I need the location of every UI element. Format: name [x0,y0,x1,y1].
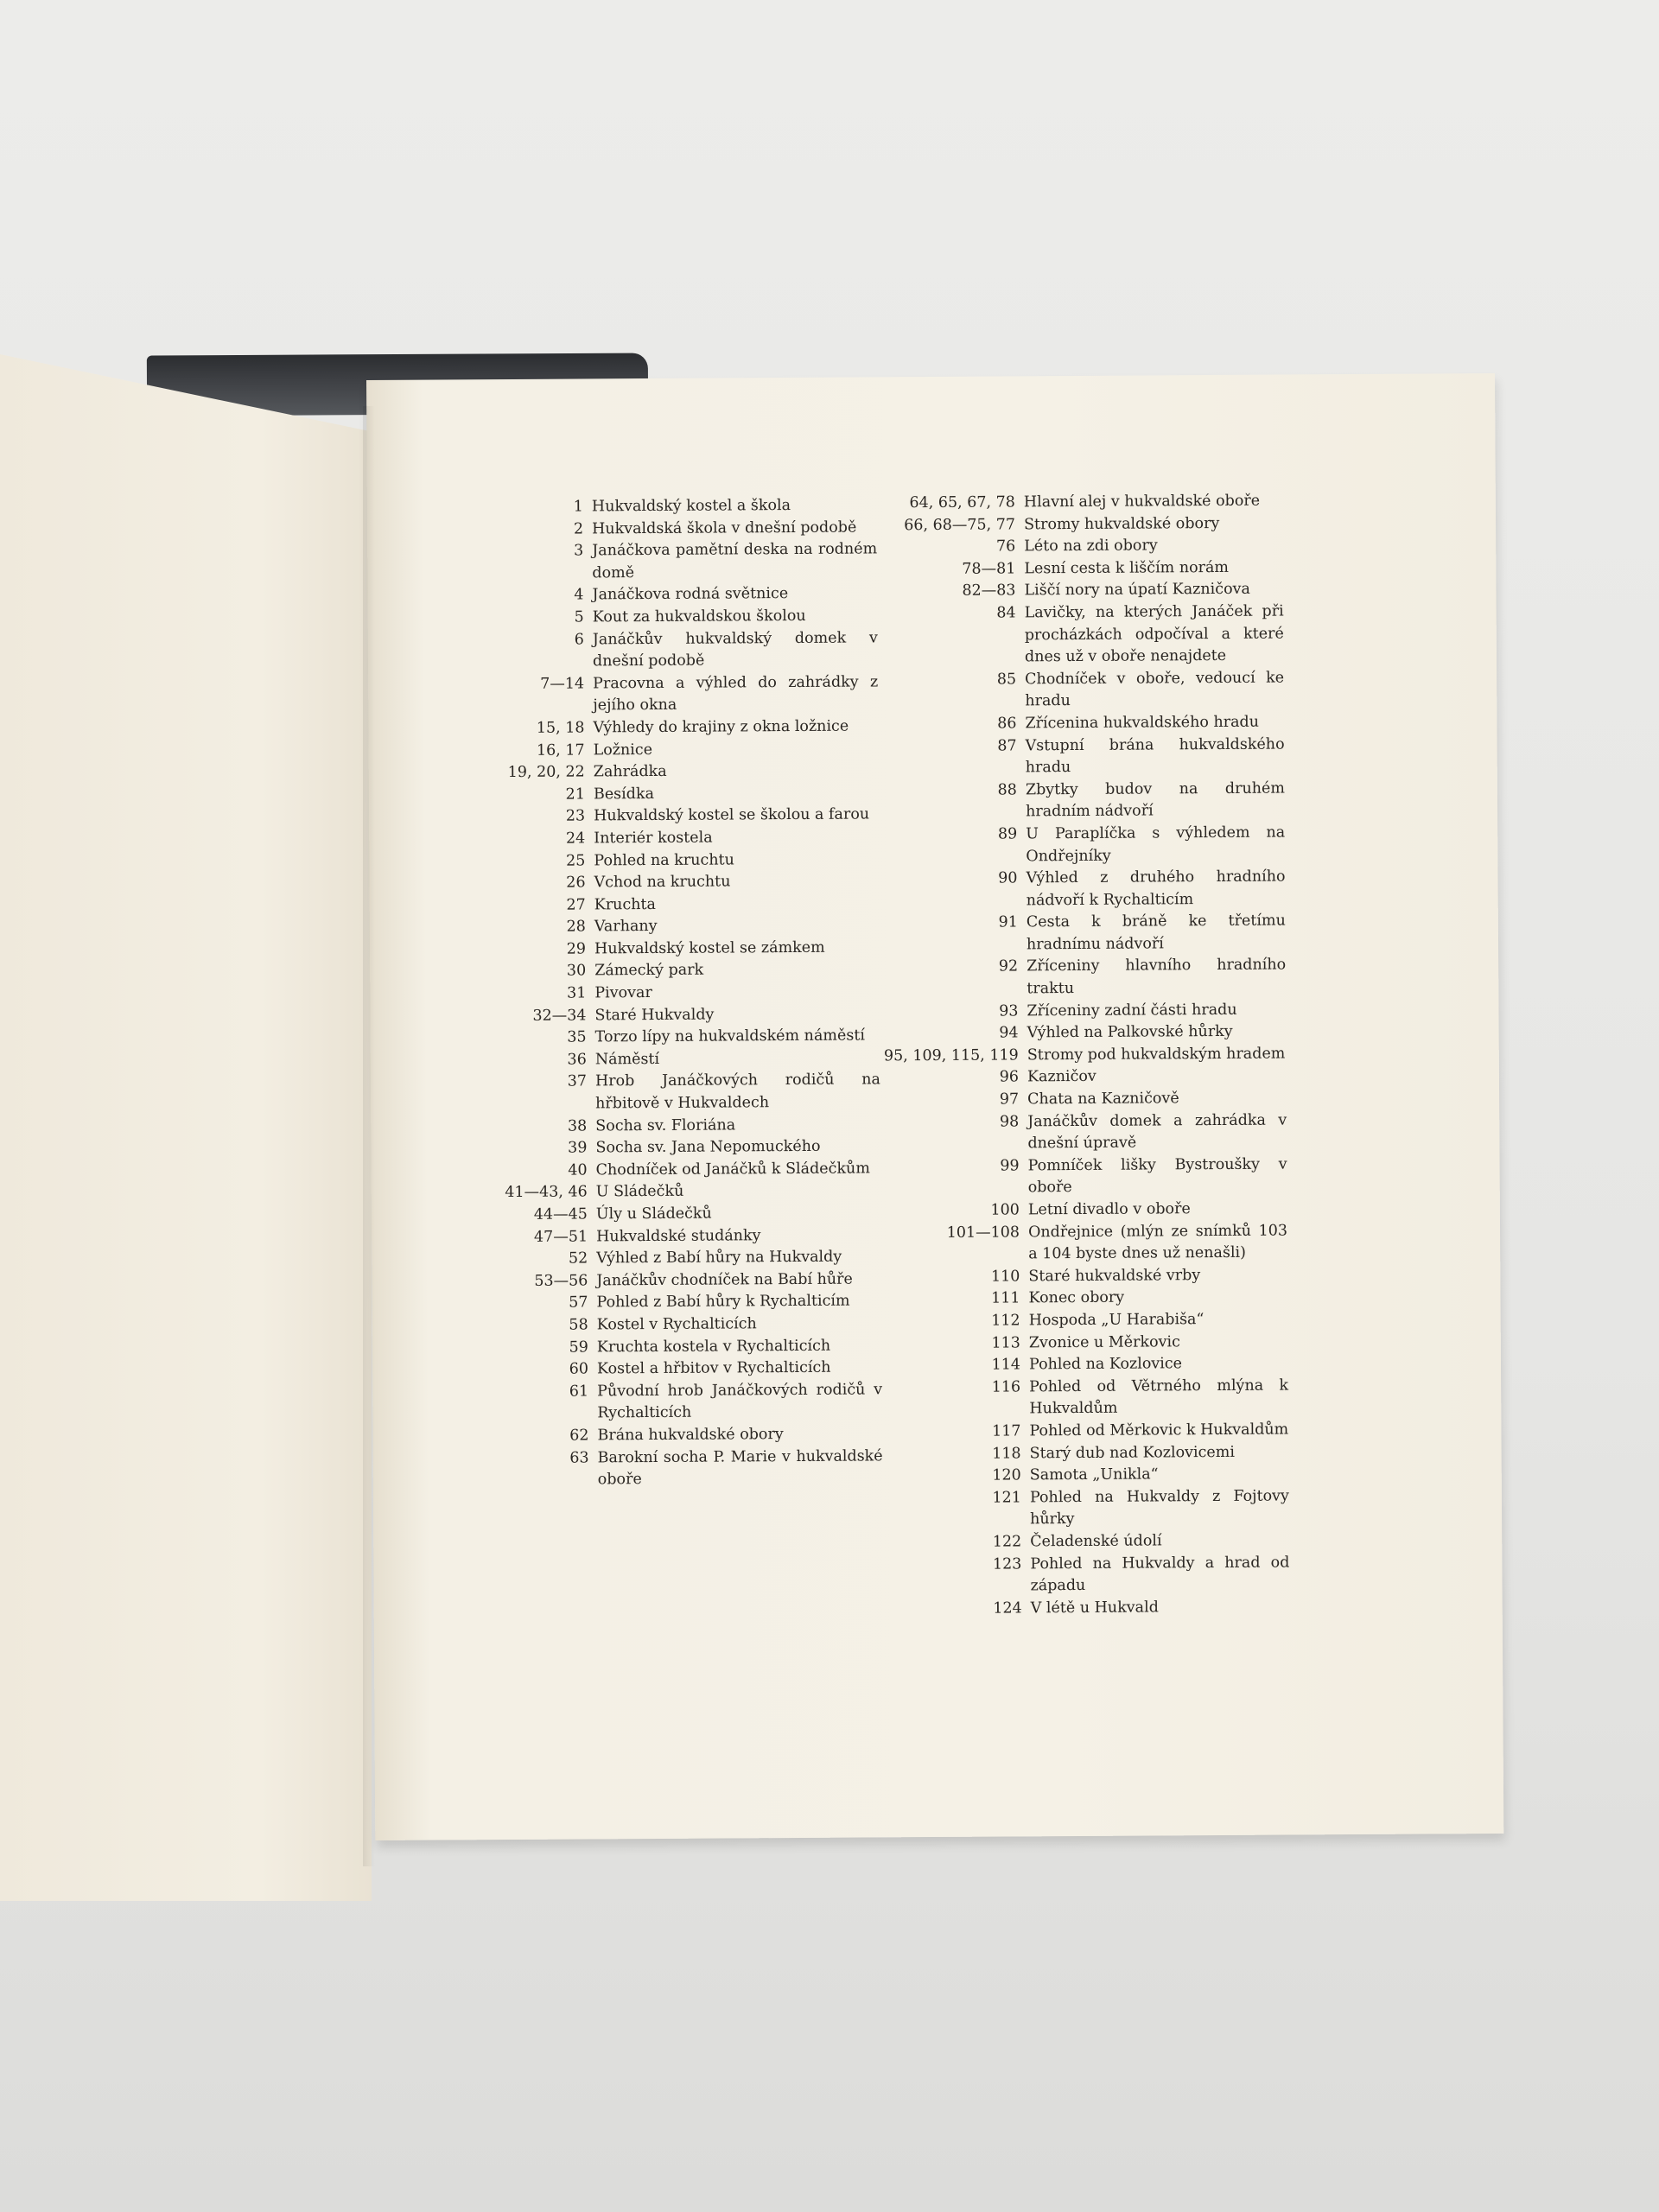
item-number: 116 [991,1378,1021,1396]
list-item [480,494,877,518]
item-caption: Čeladenské údolí [1030,1532,1162,1551]
item-number: 123 [992,1554,1022,1573]
item-caption: Konec obory [1028,1289,1125,1307]
list-item [481,804,879,829]
item-number: 2 [573,520,584,538]
list-item [482,915,880,939]
list-item [485,1335,882,1359]
item-caption: Původní hrob Janáčkových rodičů v Rychalticích [597,1381,883,1422]
item-caption: Kostel v Rychalticích [596,1315,757,1334]
list-item [484,1247,881,1271]
item-caption: Cesta k bráně ke třetímu hradnímu nádvoří [1026,912,1286,954]
item-number: 6 [574,631,584,649]
list-item [484,1202,881,1226]
list-item [482,981,880,1005]
list-item [480,715,878,740]
item-number: 64, 65, 67, 78 [909,493,1015,512]
list-item [873,1220,1287,1267]
item-caption: Chodníček v oboře, vedoucí ke hradu [1025,669,1285,710]
list-item [483,1026,880,1050]
list-item [870,867,1285,913]
item-number: 101—108 [946,1223,1020,1242]
list-item [874,1441,1289,1466]
item-caption: Letní divadlo v oboře [1027,1200,1191,1219]
list-item [481,738,879,762]
list-item [868,512,1283,537]
item-number: 96 [999,1068,1020,1086]
item-caption: Zříceniny zadní části hradu [1027,1001,1237,1020]
list-item [483,1047,880,1071]
item-number: 88 [997,781,1017,799]
list-item [868,491,1283,516]
list-item [480,517,877,541]
item-caption: Ondřejnice (mlýn ze snímků 103 a 104 byste dnes už nenašli) [1027,1222,1288,1263]
item-number: 19, 20, 22 [507,763,585,782]
item-number: 4 [574,586,584,604]
item-caption: Pracovna a výhled do zahrádky z jejího okna [593,673,879,715]
item-number: 117 [991,1422,1021,1440]
item-caption: Vchod na kruchtu [594,873,731,892]
list-item [872,1088,1287,1113]
list-item [875,1596,1290,1621]
list-item [873,1198,1287,1224]
list-item [485,1379,882,1426]
item-caption: U Paraplíčka s výhledem na Ondřejníky [1026,823,1286,865]
list-item [482,937,880,961]
item-number: 5 [574,608,584,626]
item-caption: Hukvaldské studánky [595,1226,761,1245]
item-number: 124 [993,1599,1022,1618]
item-caption: Výhled z druhého hradního nádvoří k Rychalticím [1026,868,1286,910]
item-number: 91 [998,913,1018,931]
list-item [874,1464,1289,1489]
item-caption: Výhledy do krajiny z okna ložnice [593,717,849,737]
item-number: 76 [995,537,1016,556]
list-item [872,1154,1287,1200]
item-caption: Pivovar [594,984,652,1002]
list-item [868,579,1283,604]
list-item [481,826,879,850]
list-item [481,849,879,873]
list-item [874,1552,1289,1599]
item-caption: V létě u Hukvald [1030,1599,1159,1618]
list-item [484,1158,881,1182]
list-item [481,760,879,785]
list-item [480,605,878,629]
item-number: 25 [566,851,586,870]
list-item [868,535,1283,560]
item-number: 58 [569,1316,588,1334]
item-number: 86 [997,715,1017,733]
item-number: 44—45 [533,1205,588,1224]
item-caption: Samota „Unikla“ [1029,1465,1159,1484]
item-caption: Hukvaldský kostel a škola [591,497,791,516]
list-item [480,583,877,607]
item-number: 63 [569,1448,589,1467]
item-number: 100 [990,1201,1020,1219]
item-number: 95, 109, 115, 119 [883,1046,1019,1065]
item-caption: Pohled na Hukvaldy a hrad od západu [1030,1553,1290,1595]
item-caption: Socha sv. Jana Nepomuckého [595,1138,821,1157]
list-item [874,1331,1288,1356]
item-number: 26 [566,874,586,892]
list-item [874,1375,1288,1421]
item-number: 99 [1000,1157,1020,1175]
item-caption: Socha sv. Floriána [595,1116,736,1135]
item-caption: Náměstí [594,1050,660,1069]
item-caption: Kruchta [594,895,657,914]
item-caption: Hukvaldská škola v dnešní podobě [591,518,857,538]
list-left-column [480,494,883,1492]
item-number: 78—81 [962,560,1016,578]
item-caption: Janáčkův domek a zahrádka v dnešní úpravě [1027,1111,1287,1153]
item-number: 60 [569,1360,589,1378]
item-caption: Kout za hukvaldskou školou [592,607,806,626]
item-caption: Zvonice u Měrkovic [1028,1332,1180,1351]
item-number: 98 [999,1113,1020,1131]
item-number: 3 [574,542,584,560]
item-number: 52 [568,1249,588,1268]
item-number: 16, 17 [536,741,585,760]
list-item [869,601,1284,670]
list-item [480,671,878,718]
list-item [873,1287,1287,1312]
item-caption: Zahrádka [593,763,667,781]
item-number: 84 [996,604,1016,622]
item-caption: Pohled od Větrného mlýna k Hukvaldům [1029,1376,1289,1418]
item-number: 122 [992,1533,1022,1551]
item-number: 28 [566,918,586,936]
item-caption: Hrob Janáčkových rodičů na hřbitově v Hukvaldech [594,1071,881,1113]
right-page [366,373,1503,1840]
item-caption: Pohled na Kozlovice [1028,1355,1183,1374]
item-caption: Lavičky, na kterých Janáček při procházkách odpočíval a které dnes už v oboře nenajdete [1024,602,1284,666]
item-caption: Janáčkova pamětní deska na rodném domě [592,540,878,582]
item-number: 53—56 [534,1272,588,1290]
list-right-column [868,491,1290,1621]
item-number: 7—14 [540,675,585,693]
list-item [872,1065,1287,1090]
list-item [482,959,880,983]
item-caption: Janáčkův hukvaldský domek v dnešní podobě [592,628,878,671]
item-number: 120 [992,1466,1021,1484]
item-caption: Lesní cesta k liščím norám [1024,558,1230,578]
list-item [486,1446,883,1492]
item-caption: Ložnice [593,741,653,759]
item-caption: Výhled z Babí hůry na Hukvaldy [596,1248,842,1268]
item-number: 40 [568,1161,588,1179]
item-caption: Hukvaldský kostel se školou a farou [594,805,870,825]
item-caption: Pomníček lišky Bystroušky v oboře [1027,1155,1287,1197]
item-caption: Pohled na Hukvaldy z Fojtovy hůrky [1029,1487,1289,1529]
item-caption: Stromy pod hukvaldským hradem [1027,1045,1286,1065]
item-caption: Zříceniny hlavního hradního traktu [1027,956,1287,998]
list-item [483,1070,880,1116]
item-number: 30 [566,962,587,981]
item-number: 23 [565,807,586,825]
item-number: 85 [996,671,1017,689]
item-number: 97 [999,1090,1020,1109]
item-caption: Chodníček od Janáčků k Sládečkům [595,1160,870,1179]
item-number: 31 [566,984,587,1002]
list-item [485,1357,882,1382]
item-caption: Interiér kostela [594,829,713,848]
item-number: 29 [566,940,587,958]
item-caption: Kruchta kostela v Rychalticích [596,1337,831,1356]
item-number: 110 [990,1268,1020,1286]
item-number: 15, 18 [536,719,585,737]
list-item [868,556,1283,582]
item-caption: Zbytky budov na druhém hradním nádvoří [1025,779,1285,821]
item-caption: Staré hukvaldské vrby [1028,1266,1201,1286]
item-caption: Varhany [594,918,658,936]
item-number: 39 [568,1139,588,1157]
item-caption: Úly u Sládečků [595,1205,712,1224]
item-caption: Janáčkův chodníček na Babí hůře [596,1270,853,1290]
list-item [869,667,1284,714]
list-item [869,711,1284,736]
item-caption: Pohled na kruchtu [594,850,734,869]
item-caption: Liščí nory na úpatí Kazničova [1024,581,1250,600]
item-caption: Barokní socha P. Marie v hukvaldské oboře [597,1446,883,1489]
item-number: 32—34 [532,1007,587,1025]
item-number: 93 [999,1002,1019,1020]
list-item [484,1180,881,1205]
item-number: 61 [569,1382,589,1401]
list-item [873,1264,1287,1289]
item-caption: Brána hukvaldské obory [597,1426,784,1445]
item-caption: Starý dub nad Kozlovicemi [1029,1443,1235,1462]
book-gutter [363,406,375,1866]
list-item [874,1419,1288,1444]
list-item [874,1529,1289,1554]
item-caption: U Sládečků [595,1183,684,1201]
item-caption: Torzo lípy na hukvaldském náměstí [594,1027,865,1046]
item-number: 47—51 [533,1228,588,1246]
list-item [480,539,877,586]
item-caption: Hospoda „U Harabiša“ [1028,1311,1205,1330]
item-number: 121 [992,1489,1021,1507]
item-number: 111 [991,1289,1020,1307]
item-number: 87 [997,736,1017,755]
list-item [871,999,1286,1024]
item-caption: Kazničov [1027,1068,1096,1086]
item-caption: Kostel a hřbitov v Rychalticích [596,1358,831,1378]
list-item [482,1003,880,1027]
list-item [484,1291,881,1315]
item-number: 35 [567,1028,587,1046]
item-caption: Zřícenina hukvaldského hradu [1025,713,1260,733]
item-number: 57 [569,1294,588,1312]
list-item [481,870,879,894]
list-item [485,1313,882,1337]
item-caption: Chata na Kazničově [1027,1090,1179,1109]
left-page [0,354,372,1901]
list-item [870,822,1285,868]
item-caption: Hlavní alej v hukvaldské oboře [1023,492,1261,512]
list-item [874,1353,1288,1378]
list-item [485,1423,882,1447]
item-caption: Stromy hukvaldské obory [1023,514,1220,533]
item-number: 36 [567,1051,587,1069]
list-item [480,627,878,674]
item-caption: Hukvaldský kostel se zámkem [594,938,825,958]
list-item [483,1114,880,1138]
item-caption: Výhled na Palkovské hůrky [1027,1023,1233,1042]
item-number: 66, 68—75, 77 [904,516,1016,534]
item-caption: Staré Hukvaldy [594,1006,715,1025]
list-item [872,1043,1287,1068]
list-item [871,911,1286,957]
item-number: 114 [991,1356,1021,1374]
item-number: 112 [991,1312,1020,1330]
item-number: 37 [567,1072,588,1091]
item-number: 1 [573,498,583,516]
item-caption: Léto na zdi obory [1024,537,1158,556]
item-number: 41—43, 46 [505,1183,588,1202]
item-number: 89 [997,825,1018,843]
list-item [871,955,1286,1001]
item-number: 62 [569,1427,589,1445]
list-item [870,778,1285,824]
item-number: 27 [566,896,586,914]
item-caption: Pohled z Babí hůry k Rychalticím [596,1292,850,1312]
item-number: 94 [999,1024,1019,1042]
item-caption: Pohled od Měrkovic k Hukvaldům [1029,1421,1289,1440]
list-item [483,1136,880,1160]
item-number: 38 [567,1117,588,1135]
item-number: 59 [569,1338,588,1357]
item-number: 92 [998,957,1019,976]
item-number: 113 [991,1333,1020,1352]
list-item [874,1485,1289,1532]
item-number: 21 [565,785,585,804]
item-caption: Besídka [593,785,655,804]
list-item [482,893,880,917]
list-item [484,1224,881,1249]
item-number: 118 [992,1444,1021,1463]
item-number: 82—83 [962,582,1016,601]
list-item [870,734,1285,780]
item-caption: Zámecký park [594,962,704,980]
item-number: 24 [565,830,586,848]
list-item [481,782,879,806]
item-caption: Vstupní brána hukvaldského hradu [1025,735,1285,777]
list-item [484,1268,881,1293]
list-item [872,1021,1287,1046]
list-item [874,1308,1288,1333]
item-caption: Janáčkova rodná světnice [592,585,789,604]
list-item [872,1109,1287,1156]
item-number: 90 [998,869,1018,887]
